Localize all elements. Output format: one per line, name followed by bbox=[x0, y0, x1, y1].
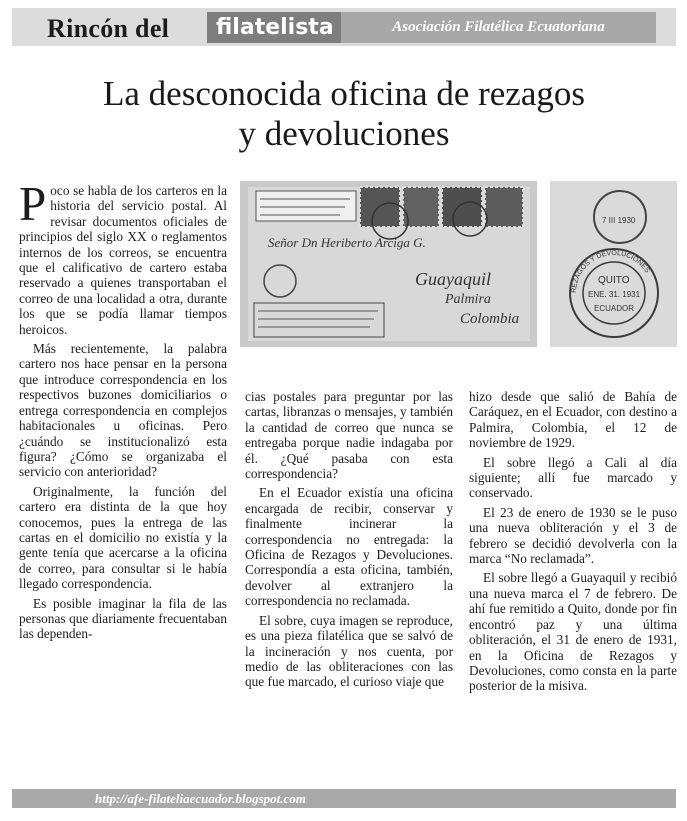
paragraph: Es posible imaginar la fila de las personas que diariamente frecuentaban las dependen- bbox=[19, 595, 227, 642]
paragraph: cias postales para preguntar por las cartas, libranzas o mensajes, y también la cantidad de correo que nunca se entregaba porque nadie indagaba por él. ¿Qué pasaba con esta correspondencia? bbox=[245, 389, 453, 482]
section-prefix: Rincón del bbox=[47, 14, 170, 43]
envelope-illustration bbox=[240, 181, 537, 347]
postmark-illustration bbox=[550, 181, 677, 347]
paragraph: Originalmente, la función del cartero era distinta de la que hoy conocemos, pues la entrega de las cartas en el domicilio no existía y la gente tenía que acercarse a la oficina de correo, para consultar si le había llegado correspondencia. bbox=[19, 483, 227, 592]
section-brand: filatelista bbox=[207, 12, 341, 43]
paragraph: El sobre llegó a Cali al día siguiente; allí fue marcado y conservado. bbox=[469, 454, 677, 501]
paragraph: El 23 de enero de 1930 se le puso una nueva obliteración y el 3 de febrero se decidió devolverla con la marca “No reclamada”. bbox=[469, 504, 677, 567]
envelope-country: Colombia bbox=[460, 311, 520, 327]
postmark-date: ENE. 31. 1931 bbox=[588, 290, 641, 299]
svg-text:7 III 1930: 7 III 1930 bbox=[602, 216, 636, 225]
article-column-3 bbox=[469, 389, 677, 698]
title-line-2: y devoluciones bbox=[238, 114, 450, 153]
title-line-1: La desconocida oficina de rezagos bbox=[103, 74, 585, 113]
paragraph: El sobre, cuya imagen se reproduce, es una pieza filatélica que se salvó de la incineración y nos cuenta, por medio de las obliteraciones con las que fue marcado, el curioso viaje que bbox=[245, 612, 453, 690]
envelope-city-2: Palmira bbox=[445, 292, 491, 307]
association-name: Asociación Filatélica Ecuatoriana bbox=[341, 12, 656, 43]
blog-url-link[interactable]: http://afe-filateliaecuador.blogspot.com bbox=[95, 791, 306, 806]
envelope-city-1: Guayaquil bbox=[415, 269, 491, 289]
paragraph: hizo desde que salió de Bahía de Caráquez, en el Ecuador, con destino a Palmira, Colombia, el 12 de noviembre de 1929. bbox=[469, 389, 677, 451]
envelope-addressee: Señor Dn Heriberto Arciga G. bbox=[268, 235, 426, 250]
paragraph: En el Ecuador existía una oficina encargada de recibir, conservar y finalmente incinerar la correspondencia no entregada: la Oficina de Rezagos y Devoluciones. Correspondía a esta oficina, también, devolver al extranjero la correspondencia no reclamada. bbox=[245, 485, 453, 609]
article-title bbox=[24, 74, 664, 154]
postmark-country: ECUADOR bbox=[594, 304, 635, 313]
postmark-city: QUITO bbox=[598, 275, 630, 286]
postmark-photo bbox=[550, 181, 677, 347]
paragraph-text: oco se habla de los carteros en la historia del servicio postal. Al revisar documentos oficiales de principios del siglo XX o reglamentos internos de los correos, se encuentra que el calificativo de cartero estaba reservado a quienes transportaban el correo de una localidad a otra, durante los que se podía llamar tiempos heroicos. bbox=[19, 183, 227, 337]
article-column-2 bbox=[245, 389, 453, 694]
drop-cap: P bbox=[19, 176, 47, 231]
postmark-office: REZAGOS Y DEVOLUCIONES bbox=[570, 249, 651, 294]
paragraph bbox=[19, 176, 227, 337]
envelope-photo bbox=[240, 181, 537, 347]
article-column-1 bbox=[19, 176, 227, 646]
paragraph: El sobre llegó a Guayaquil y recibió una nueva marca el 7 de febrero. De ahí fue remitido a Quito, donde por fin encontró paz y una última obliteración, el 31 de enero de 1931, en la Oficina de Rezagos y Devoluciones, como consta en la parte posterior de la misiva. bbox=[469, 570, 677, 694]
paragraph: Más recientemente, la palabra cartero nos hace pensar en la persona que introduce correspondencia en los respectivos buzones domiciliarios o entrega correspondencia en complejos habitacionales u oficinas. Pero ¿cuándo se institucionalizó esta figura? ¿Cómo se organizaba el servicio con anterioridad? bbox=[19, 341, 227, 480]
